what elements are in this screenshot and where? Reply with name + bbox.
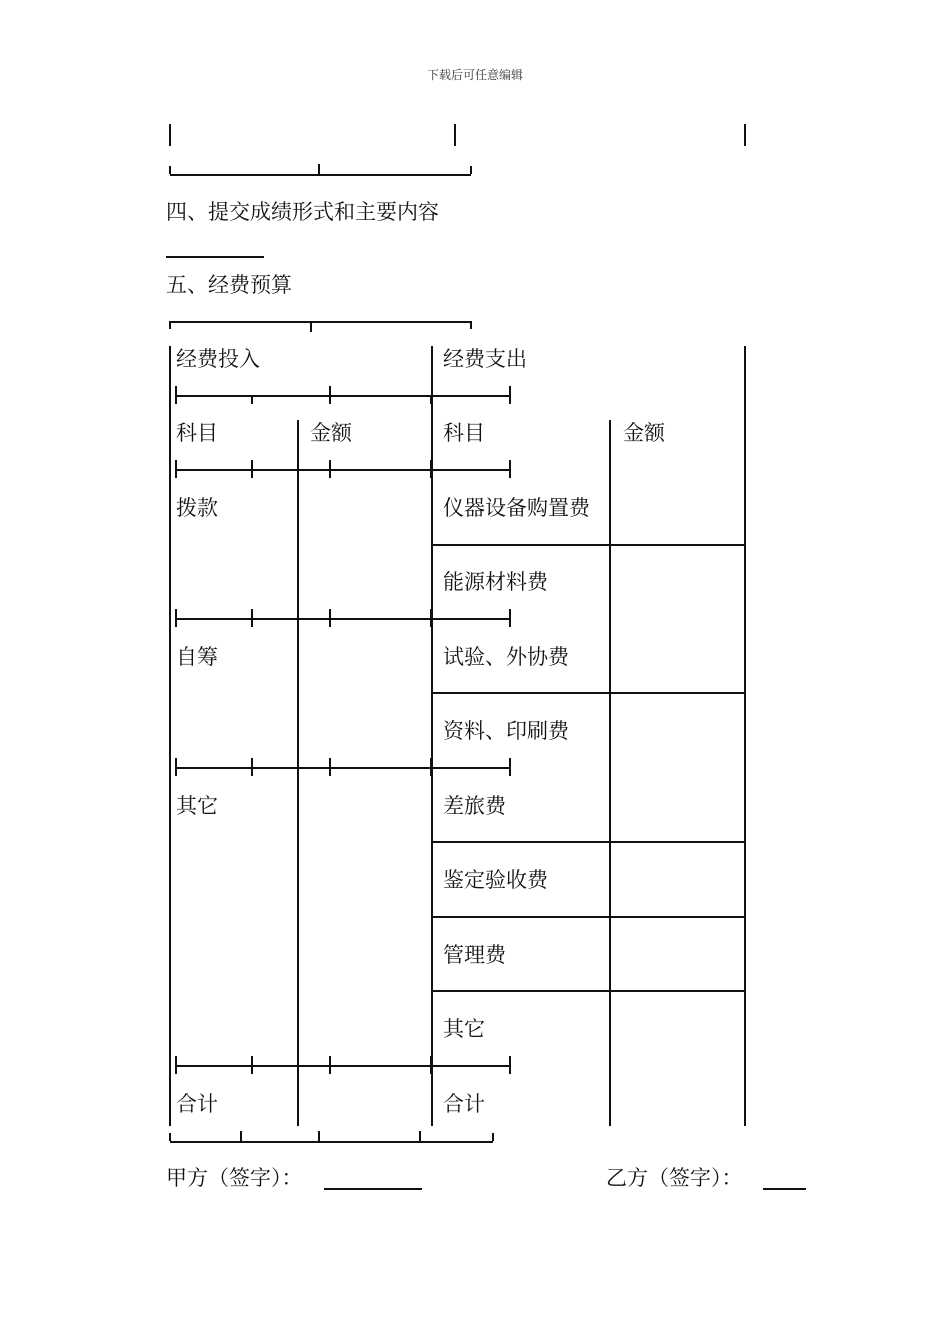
table-border: [251, 609, 253, 627]
expense-item: 试验、外协费: [443, 645, 569, 669]
table-border: [609, 535, 611, 553]
section-5-title: 五、经费预算: [166, 273, 292, 297]
expense-item: 能源材料费: [443, 570, 548, 594]
table-border: [175, 1056, 177, 1074]
table-border: [609, 832, 611, 850]
table-border: [419, 1131, 421, 1142]
table-border: [251, 758, 253, 776]
table-border: [329, 758, 331, 776]
table-border: [609, 907, 611, 925]
table-separator: [176, 1065, 510, 1067]
table-border: [175, 609, 177, 627]
table-separator: [176, 395, 510, 397]
section-4-title: 四、提交成绩形式和主要内容: [166, 200, 439, 224]
col-header-income-amount: 金额: [310, 421, 352, 445]
table-border: [470, 321, 472, 329]
table-border: [240, 1131, 242, 1142]
table-separator: [432, 916, 745, 918]
table-separator: [176, 767, 510, 769]
table-border: [310, 321, 312, 332]
table-border: [318, 164, 320, 175]
table-separator: [432, 990, 745, 992]
table-border: [297, 420, 299, 1126]
table-separator: [176, 469, 510, 471]
table-border: [251, 395, 253, 404]
table-separator: [432, 692, 745, 694]
table-border: [251, 460, 253, 478]
table-border: [175, 758, 177, 776]
expense-item: 仪器设备购置费: [443, 496, 590, 520]
table-border: [329, 1056, 331, 1074]
table-border: [169, 321, 171, 329]
table-border: [170, 321, 471, 323]
table-separator: [432, 544, 745, 546]
table-border: [509, 1056, 511, 1074]
table-border: [430, 758, 432, 776]
table-border: [430, 395, 432, 404]
table-border: [170, 174, 471, 176]
income-item: 拨款: [176, 496, 218, 520]
expense-item: 资料、印刷费: [443, 719, 569, 743]
table-border: [509, 609, 511, 627]
table-border: [470, 166, 472, 174]
party-b-signature-line[interactable]: [763, 1188, 806, 1190]
table-separator: [432, 841, 745, 843]
table-border: [509, 460, 511, 478]
income-item: 自筹: [176, 645, 218, 669]
income-header: 经费投入: [176, 347, 260, 371]
page-header-note: 下载后可任意编辑: [426, 68, 523, 82]
table-border: [175, 386, 177, 404]
party-a-signature-label: 甲方（签字）：: [166, 1166, 303, 1190]
table-border: [430, 460, 432, 478]
content-blank-line: [166, 256, 264, 258]
table-separator: [176, 618, 510, 620]
table-border: [509, 386, 511, 404]
expense-item: 差旅费: [443, 794, 506, 818]
table-border: [454, 124, 456, 146]
table-border: [329, 386, 331, 404]
table-border: [744, 346, 746, 1126]
table-border: [169, 346, 171, 1126]
table-border: [609, 981, 611, 999]
expense-item: 其它: [443, 1017, 485, 1041]
table-border: [169, 124, 171, 146]
col-header-income-item: 科目: [176, 421, 218, 445]
table-border: [329, 460, 331, 478]
table-border: [329, 609, 331, 627]
party-a-signature-line[interactable]: [324, 1188, 422, 1190]
table-border: [492, 1133, 494, 1141]
table-border: [175, 460, 177, 478]
table-border: [170, 1141, 493, 1143]
table-border: [169, 1133, 171, 1141]
party-b-signature-label: 乙方（签字）：: [606, 1166, 743, 1190]
table-border: [509, 758, 511, 776]
income-total-label: 合计: [176, 1092, 218, 1116]
expense-header: 经费支出: [443, 347, 527, 371]
expense-item: 管理费: [443, 943, 506, 967]
table-border: [744, 124, 746, 146]
table-border: [169, 166, 171, 174]
table-border: [318, 1131, 320, 1142]
expense-item: 鉴定验收费: [443, 868, 548, 892]
income-item: 其它: [176, 794, 218, 818]
table-border: [430, 1056, 432, 1074]
table-border: [609, 420, 611, 1126]
table-border: [251, 1056, 253, 1074]
col-header-expense-item: 科目: [443, 421, 485, 445]
expense-total-label: 合计: [443, 1092, 485, 1116]
table-border: [609, 683, 611, 701]
col-header-expense-amount: 金额: [623, 421, 665, 445]
table-border: [430, 609, 432, 627]
